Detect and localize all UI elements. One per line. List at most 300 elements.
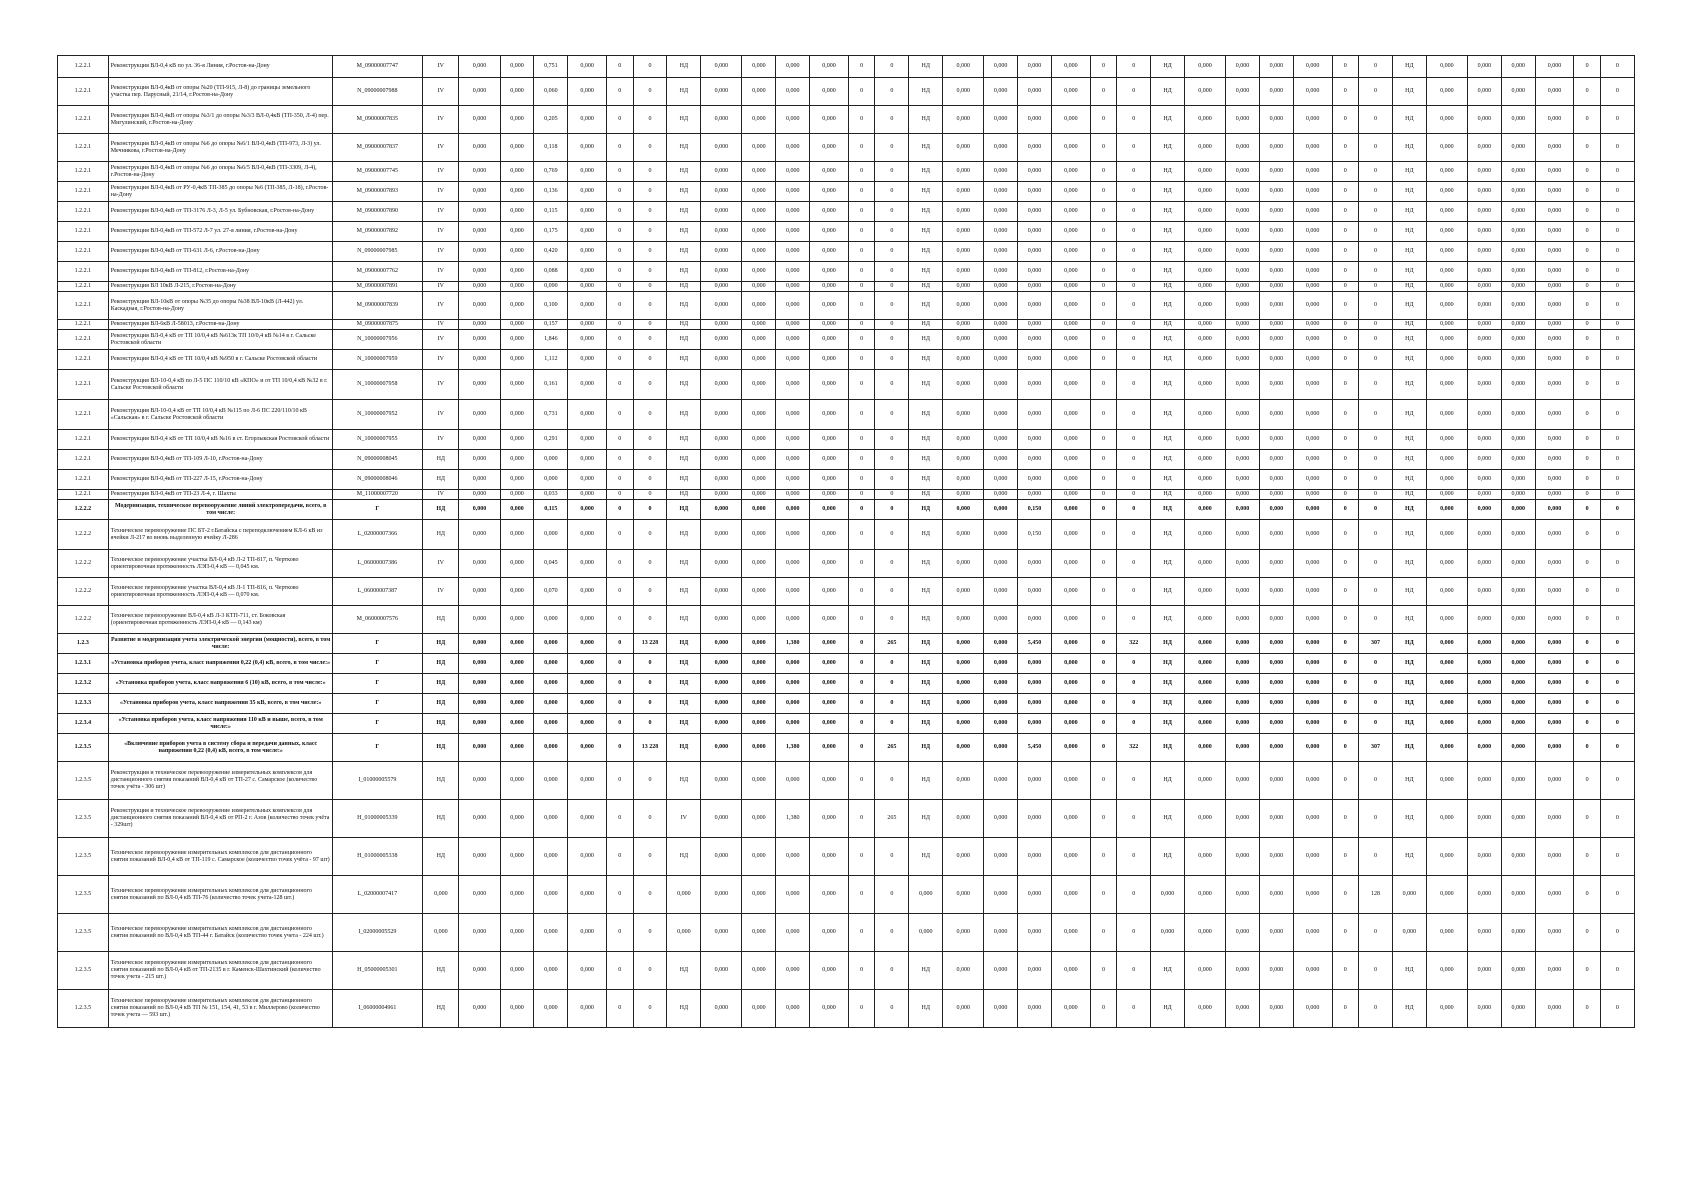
- value-cell: 0: [848, 78, 875, 106]
- value-cell: 0: [1332, 550, 1359, 578]
- value-cell: 0,000: [1501, 762, 1535, 800]
- value-cell: 0,000: [459, 56, 500, 78]
- value-cell: 0: [1332, 134, 1359, 162]
- value-cell: 0,000: [943, 470, 984, 490]
- table-row: [58, 56, 1635, 78]
- value-cell: 0,000: [984, 990, 1018, 1028]
- value-cell: 0,000: [667, 876, 701, 914]
- value-cell: 0,000: [1184, 400, 1225, 430]
- row-number-cell: 1.2.3.5: [58, 838, 109, 876]
- value-cell: 0,000: [776, 838, 810, 876]
- value-cell: 0: [1090, 222, 1117, 242]
- value-cell: 0: [1332, 242, 1359, 262]
- value-cell: 0,000: [1018, 914, 1052, 952]
- value-cell: НД: [1392, 550, 1426, 578]
- value-cell: 0,000: [1226, 282, 1260, 292]
- value-cell: 0,000: [742, 370, 776, 400]
- value-cell: 0: [633, 578, 667, 606]
- value-cell: 0,000: [943, 876, 984, 914]
- value-cell: 0,000: [1226, 634, 1260, 654]
- value-cell: 0: [606, 500, 633, 520]
- value-cell: 0: [1090, 162, 1117, 182]
- value-cell: 0,000: [1051, 134, 1090, 162]
- value-cell: 0: [1090, 262, 1117, 282]
- value-cell: 0,000: [943, 914, 984, 952]
- value-cell: 0: [848, 470, 875, 490]
- value-cell: 0,000: [810, 838, 849, 876]
- value-cell: 0,000: [776, 330, 810, 350]
- value-cell: 0: [1359, 242, 1393, 262]
- category-cell: IV: [423, 202, 459, 222]
- value-cell: 0,000: [1535, 952, 1574, 990]
- value-cell: 0,000: [1535, 56, 1574, 78]
- value-cell: 0: [1359, 952, 1393, 990]
- value-cell: 0,000: [1426, 162, 1467, 182]
- value-cell: 0: [848, 282, 875, 292]
- value-cell: 0: [875, 56, 909, 78]
- value-cell: 0,000: [984, 202, 1018, 222]
- value-cell: 0,000: [1184, 694, 1225, 714]
- value-cell: 0,000: [742, 800, 776, 838]
- table-row: [58, 914, 1635, 952]
- value-cell: 0,000: [776, 578, 810, 606]
- table-row: [58, 470, 1635, 490]
- value-cell: 0,000: [810, 714, 849, 734]
- value-cell: 0: [633, 654, 667, 674]
- value-cell: 0,000: [1467, 202, 1501, 222]
- value-cell: 0,000: [1226, 78, 1260, 106]
- value-cell: 0,000: [1259, 990, 1293, 1028]
- value-cell: НД: [1392, 578, 1426, 606]
- value-cell: 0,000: [500, 800, 534, 838]
- value-cell: 0,000: [1426, 262, 1467, 282]
- value-cell: 0,000: [1051, 292, 1090, 320]
- value-cell: 0,000: [1051, 876, 1090, 914]
- value-cell: 0,136: [534, 182, 568, 202]
- value-cell: 0,000: [1467, 320, 1501, 330]
- value-cell: 0,000: [1051, 800, 1090, 838]
- value-cell: 0,000: [1259, 838, 1293, 876]
- value-cell: НД: [909, 262, 943, 282]
- value-cell: 0,000: [1535, 320, 1574, 330]
- value-cell: 0,000: [500, 450, 534, 470]
- value-cell: 0,000: [1426, 490, 1467, 500]
- value-cell: 0: [606, 578, 633, 606]
- value-cell: 0,000: [1535, 430, 1574, 450]
- value-cell: 0,000: [1501, 400, 1535, 430]
- project-code-cell: I_01000005579: [332, 762, 423, 800]
- project-name-cell: Реконструкция ВЛ-0,4кВ от ТП-23 Л-4, г. Шахты: [108, 490, 332, 500]
- value-cell: 0: [1117, 952, 1151, 990]
- value-cell: 0: [848, 490, 875, 500]
- value-cell: 0: [633, 400, 667, 430]
- value-cell: НД: [1151, 56, 1185, 78]
- value-cell: НД: [1392, 674, 1426, 694]
- value-cell: 0,000: [459, 838, 500, 876]
- value-cell: НД: [1392, 262, 1426, 282]
- value-cell: 0,000: [1051, 694, 1090, 714]
- project-name-cell: Реконструкция ВЛ-0,4кВ от ТП-3176 Л-3, Л-5 ул. Бубновская, г.Ростов-на-Дону: [108, 202, 332, 222]
- value-cell: 0,000: [1051, 606, 1090, 634]
- value-cell: НД: [667, 370, 701, 400]
- value-cell: 0,000: [984, 282, 1018, 292]
- value-cell: 0,000: [776, 520, 810, 550]
- value-cell: 0,000: [1426, 500, 1467, 520]
- value-cell: 0,000: [742, 606, 776, 634]
- value-cell: 0,000: [1426, 734, 1467, 762]
- value-cell: 0: [606, 242, 633, 262]
- value-cell: НД: [909, 734, 943, 762]
- value-cell: 0,000: [500, 320, 534, 330]
- value-cell: 0,000: [1184, 550, 1225, 578]
- value-cell: 0: [1090, 106, 1117, 134]
- value-cell: 0,000: [776, 654, 810, 674]
- value-cell: НД: [1392, 162, 1426, 182]
- row-number-cell: 1.2.2.1: [58, 242, 109, 262]
- value-cell: 0,000: [701, 134, 742, 162]
- value-cell: 0,000: [500, 578, 534, 606]
- value-cell: 0,000: [742, 762, 776, 800]
- value-cell: 0,000: [1259, 450, 1293, 470]
- value-cell: 0: [1359, 674, 1393, 694]
- value-cell: 0: [1574, 56, 1601, 78]
- value-cell: 0,000: [984, 56, 1018, 78]
- value-cell: 0: [875, 182, 909, 202]
- value-cell: 0,000: [742, 330, 776, 350]
- value-cell: 0,000: [1467, 838, 1501, 876]
- value-cell: 0,000: [1259, 500, 1293, 520]
- value-cell: 0,000: [459, 634, 500, 654]
- value-cell: 0,000: [943, 450, 984, 470]
- value-cell: 0,000: [943, 350, 984, 370]
- value-cell: 0,000: [1018, 654, 1052, 674]
- project-name-cell: «Включение приборов учета в систему сбора и передачи данных, класс напряжения 0,22 (0,4) кВ, всего, в том числе:»: [108, 734, 332, 762]
- value-cell: НД: [667, 292, 701, 320]
- value-cell: 0: [1117, 470, 1151, 490]
- value-cell: 0: [848, 990, 875, 1028]
- value-cell: 0: [606, 914, 633, 952]
- value-cell: 0,000: [568, 262, 607, 282]
- value-cell: НД: [909, 694, 943, 714]
- value-cell: НД: [909, 800, 943, 838]
- value-cell: 0: [633, 182, 667, 202]
- value-cell: 0: [1117, 500, 1151, 520]
- value-cell: 0: [1117, 654, 1151, 674]
- value-cell: 0,000: [984, 800, 1018, 838]
- value-cell: 0: [1117, 162, 1151, 182]
- value-cell: НД: [909, 500, 943, 520]
- value-cell: 0,000: [984, 674, 1018, 694]
- value-cell: 0,000: [1426, 56, 1467, 78]
- value-cell: 0,769: [534, 162, 568, 182]
- value-cell: 0,000: [701, 78, 742, 106]
- value-cell: 0,000: [1293, 430, 1332, 450]
- value-cell: 0: [1359, 430, 1393, 450]
- value-cell: 0: [1574, 450, 1601, 470]
- value-cell: 0: [1090, 762, 1117, 800]
- row-number-cell: 1.2.3.5: [58, 876, 109, 914]
- value-cell: 0,000: [1184, 470, 1225, 490]
- project-code-cell: M_09000007762: [332, 262, 423, 282]
- value-cell: 0: [1574, 202, 1601, 222]
- value-cell: 0,000: [1184, 330, 1225, 350]
- value-cell: 0,000: [1226, 838, 1260, 876]
- value-cell: 0: [1359, 762, 1393, 800]
- row-number-cell: 1.2.2.1: [58, 222, 109, 242]
- value-cell: НД: [1392, 400, 1426, 430]
- value-cell: 0,000: [1051, 242, 1090, 262]
- value-cell: 0,000: [1051, 282, 1090, 292]
- value-cell: 0,000: [1259, 952, 1293, 990]
- value-cell: 0,000: [568, 430, 607, 450]
- value-cell: 0,000: [742, 350, 776, 370]
- value-cell: 0,000: [1226, 162, 1260, 182]
- value-cell: 0,000: [1018, 242, 1052, 262]
- value-cell: 0,000: [1535, 470, 1574, 490]
- value-cell: 322: [1117, 634, 1151, 654]
- value-cell: 0,000: [1467, 550, 1501, 578]
- value-cell: 0,000: [810, 654, 849, 674]
- value-cell: 0,000: [1051, 450, 1090, 470]
- value-cell: 0,000: [1501, 952, 1535, 990]
- value-cell: 0,000: [943, 734, 984, 762]
- value-cell: 0: [875, 606, 909, 634]
- value-cell: 0: [1332, 654, 1359, 674]
- value-cell: 0,000: [984, 470, 1018, 490]
- value-cell: 0,000: [1426, 578, 1467, 606]
- value-cell: 0,000: [943, 56, 984, 78]
- value-cell: 0,000: [810, 400, 849, 430]
- value-cell: 0,000: [984, 520, 1018, 550]
- project-name-cell: Реконструкция ВЛ-0,4кВ от опоры №3/1 до опоры №3/3 ВЛ-0,4кВ (ТП-350, Л-4) пер. Мигулинский, г.Ростов-на-Дону: [108, 106, 332, 134]
- value-cell: 0,000: [742, 106, 776, 134]
- value-cell: 0,000: [810, 762, 849, 800]
- value-cell: 0,000: [810, 134, 849, 162]
- value-cell: 0,118: [534, 134, 568, 162]
- value-cell: 0,000: [943, 800, 984, 838]
- value-cell: 0,000: [1184, 606, 1225, 634]
- value-cell: 0,000: [1501, 876, 1535, 914]
- value-cell: 0,000: [701, 606, 742, 634]
- value-cell: 0: [1574, 990, 1601, 1028]
- value-cell: 265: [875, 634, 909, 654]
- project-name-cell: Реконструкция ВЛ-0,4 кВ по ул. 36-я Линия, г.Ростов-на-Дону: [108, 56, 332, 78]
- value-cell: 0: [1117, 292, 1151, 320]
- value-cell: НД: [1151, 500, 1185, 520]
- row-number-cell: 1.2.3.5: [58, 990, 109, 1028]
- value-cell: 0: [848, 400, 875, 430]
- value-cell: 0,000: [776, 606, 810, 634]
- value-cell: 0,000: [1426, 606, 1467, 634]
- value-cell: 0,000: [1426, 370, 1467, 400]
- row-number-cell: 1.2.2.1: [58, 330, 109, 350]
- project-code-cell: I_02000005529: [332, 914, 423, 952]
- value-cell: 0: [848, 430, 875, 450]
- value-cell: 0: [1600, 320, 1634, 330]
- value-cell: 0,000: [742, 550, 776, 578]
- value-cell: 0,070: [534, 578, 568, 606]
- value-cell: 0: [633, 876, 667, 914]
- value-cell: 0,000: [1226, 106, 1260, 134]
- value-cell: 0,000: [1501, 470, 1535, 490]
- row-number-cell: 1.2.2.1: [58, 78, 109, 106]
- value-cell: 0,000: [568, 282, 607, 292]
- value-cell: 0,000: [1535, 714, 1574, 734]
- value-cell: 0,000: [776, 470, 810, 490]
- value-cell: 0,000: [1259, 914, 1293, 952]
- value-cell: 0,000: [810, 606, 849, 634]
- value-cell: 0,000: [1501, 838, 1535, 876]
- value-cell: 0: [1332, 430, 1359, 450]
- value-cell: 0,000: [776, 400, 810, 430]
- value-cell: 0: [1574, 762, 1601, 800]
- value-cell: 0,000: [1426, 78, 1467, 106]
- value-cell: 0,000: [1051, 952, 1090, 990]
- value-cell: НД: [909, 282, 943, 292]
- value-cell: 0,000: [1535, 162, 1574, 182]
- value-cell: 0,000: [1467, 182, 1501, 202]
- value-cell: 0,000: [1184, 634, 1225, 654]
- project-code-cell: M_09000007745: [332, 162, 423, 182]
- row-number-cell: 1.2.3.5: [58, 734, 109, 762]
- value-cell: 0,000: [1184, 162, 1225, 182]
- value-cell: 0: [1359, 578, 1393, 606]
- value-cell: 0,000: [1426, 990, 1467, 1028]
- value-cell: 0,000: [459, 400, 500, 430]
- value-cell: 0,000: [1535, 694, 1574, 714]
- value-cell: 0,000: [742, 838, 776, 876]
- value-cell: 0: [848, 734, 875, 762]
- project-code-cell: N_10000007959: [332, 350, 423, 370]
- value-cell: 0: [1090, 714, 1117, 734]
- value-cell: 0,000: [742, 282, 776, 292]
- value-cell: НД: [909, 162, 943, 182]
- value-cell: 0: [1117, 242, 1151, 262]
- value-cell: НД: [667, 56, 701, 78]
- value-cell: 0: [1574, 292, 1601, 320]
- project-name-cell: Развитие и модернизация учета электрической энергии (мощности), всего, в том числе:: [108, 634, 332, 654]
- value-cell: НД: [909, 634, 943, 654]
- project-code-cell: M_09000007837: [332, 134, 423, 162]
- value-cell: 0,033: [534, 490, 568, 500]
- category-cell: IV: [423, 56, 459, 78]
- value-cell: НД: [909, 470, 943, 490]
- value-cell: 0: [1332, 400, 1359, 430]
- value-cell: 0,000: [1501, 350, 1535, 370]
- value-cell: 0,000: [1259, 520, 1293, 550]
- project-name-cell: Реконструкция ВЛ-0,4кВ от ТП-812, г.Ростов-на-Дону: [108, 262, 332, 282]
- value-cell: 0,000: [742, 162, 776, 182]
- value-cell: 0,000: [701, 320, 742, 330]
- value-cell: 0: [1600, 78, 1634, 106]
- value-cell: 0,000: [984, 654, 1018, 674]
- value-cell: 0,000: [1535, 500, 1574, 520]
- value-cell: 0,000: [1535, 262, 1574, 282]
- value-cell: 0,000: [1293, 914, 1332, 952]
- value-cell: 0,000: [568, 350, 607, 370]
- value-cell: 0: [848, 262, 875, 282]
- value-cell: 0: [1090, 134, 1117, 162]
- project-code-cell: N_09000008046: [332, 470, 423, 490]
- value-cell: 0: [875, 694, 909, 714]
- table-row: [58, 182, 1635, 202]
- value-cell: 0: [633, 520, 667, 550]
- value-cell: 0: [1600, 734, 1634, 762]
- value-cell: 0,000: [776, 292, 810, 320]
- value-cell: 0,000: [1501, 320, 1535, 330]
- project-code-cell: M_09000007890: [332, 202, 423, 222]
- value-cell: 0,000: [984, 134, 1018, 162]
- value-cell: 0,000: [1051, 106, 1090, 134]
- value-cell: 0,000: [1467, 714, 1501, 734]
- value-cell: НД: [1392, 430, 1426, 450]
- value-cell: 0,000: [701, 714, 742, 734]
- value-cell: 0,000: [1226, 876, 1260, 914]
- value-cell: НД: [1151, 350, 1185, 370]
- value-cell: 0,000: [1535, 990, 1574, 1028]
- value-cell: 0,150: [1018, 500, 1052, 520]
- table-row: [58, 400, 1635, 430]
- project-name-cell: Техническое перевооружение ПС БТ-2 г.Батайска с переподключением КЛ-6 кВ из ячейки Л-217 во вновь выделенную ячейку Л-286: [108, 520, 332, 550]
- value-cell: 0,000: [984, 490, 1018, 500]
- value-cell: 0: [633, 500, 667, 520]
- value-cell: 0,000: [742, 634, 776, 654]
- category-cell: НД: [423, 714, 459, 734]
- value-cell: 0: [1359, 292, 1393, 320]
- value-cell: 0,000: [1293, 490, 1332, 500]
- table-row: [58, 674, 1635, 694]
- value-cell: НД: [1392, 490, 1426, 500]
- value-cell: 0,000: [500, 714, 534, 734]
- value-cell: 0: [606, 674, 633, 694]
- value-cell: НД: [667, 450, 701, 470]
- value-cell: НД: [1392, 222, 1426, 242]
- value-cell: 0: [1600, 134, 1634, 162]
- category-cell: IV: [423, 400, 459, 430]
- row-number-cell: 1.2.3.5: [58, 914, 109, 952]
- value-cell: НД: [1151, 634, 1185, 654]
- value-cell: 0,000: [1018, 222, 1052, 242]
- value-cell: 0: [875, 202, 909, 222]
- value-cell: 0,000: [1293, 400, 1332, 430]
- value-cell: 0,000: [1018, 714, 1052, 734]
- value-cell: 0,000: [1018, 470, 1052, 490]
- value-cell: 0,000: [742, 734, 776, 762]
- value-cell: 0,000: [500, 470, 534, 490]
- value-cell: 0,000: [984, 242, 1018, 262]
- value-cell: 0,000: [1184, 242, 1225, 262]
- value-cell: 0: [606, 350, 633, 370]
- value-cell: 0: [848, 654, 875, 674]
- value-cell: 0,000: [1535, 182, 1574, 202]
- value-cell: 0,000: [1018, 876, 1052, 914]
- value-cell: 0: [1359, 162, 1393, 182]
- value-cell: 0,000: [701, 182, 742, 202]
- value-cell: 0,000: [776, 952, 810, 990]
- table-row: [58, 202, 1635, 222]
- value-cell: 0,000: [1018, 162, 1052, 182]
- row-number-cell: 1.2.3.5: [58, 800, 109, 838]
- value-cell: 0,000: [1051, 634, 1090, 654]
- value-cell: 0,000: [500, 400, 534, 430]
- value-cell: 0,000: [742, 470, 776, 490]
- value-cell: 0,000: [984, 430, 1018, 450]
- category-cell: IV: [423, 134, 459, 162]
- table-row: [58, 634, 1635, 654]
- value-cell: НД: [909, 330, 943, 350]
- project-code-cell: N_10000007952: [332, 400, 423, 430]
- value-cell: 0,000: [1501, 262, 1535, 282]
